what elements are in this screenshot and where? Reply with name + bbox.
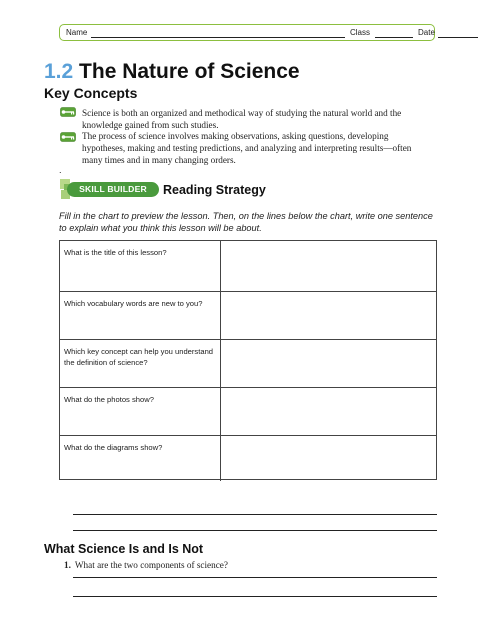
chart-answer-cell[interactable] xyxy=(220,241,436,291)
chart-row xyxy=(60,291,436,339)
stray-mark: . xyxy=(59,165,62,175)
chart-question: What do the diagrams show? xyxy=(64,443,163,452)
key-concepts-heading: Key Concepts xyxy=(44,85,138,101)
chart-row xyxy=(60,435,436,481)
chart-answer-cell[interactable] xyxy=(220,292,436,339)
chart-question: What is the title of this lesson? xyxy=(64,248,167,257)
class-field[interactable] xyxy=(375,37,413,38)
answer-line[interactable] xyxy=(73,596,437,597)
instructions: Fill in the chart to preview the lesson. Then, on the lines below the chart, write one sentence to explain what you think this lesson will be about. xyxy=(59,211,433,233)
question-text: What are the two components of science? xyxy=(74,560,228,570)
answer-line[interactable] xyxy=(73,530,437,531)
key-icon xyxy=(60,132,76,142)
answer-line[interactable] xyxy=(73,577,437,578)
chart-question: Which key concept can help you understand the definition of science? xyxy=(64,347,214,367)
question-number: 1. xyxy=(64,560,71,570)
chart-answer-cell[interactable] xyxy=(220,340,436,387)
header-box xyxy=(59,24,435,41)
class-label: Class xyxy=(350,28,371,37)
date-label: Date xyxy=(418,28,435,37)
skill-builder-badge: SKILL BUILDER xyxy=(67,182,159,197)
page-title xyxy=(44,60,300,84)
key-concept-1: Science is both an organized and methodical way of studying the natural world and the knowledge gained from such studies. xyxy=(82,108,402,130)
lesson-number: 1.2 xyxy=(44,60,74,83)
chart-answer-cell[interactable] xyxy=(220,436,436,481)
lesson-title: The Nature of Science xyxy=(79,60,300,83)
chart-answer-cell[interactable] xyxy=(220,388,436,435)
key-icon xyxy=(60,107,76,117)
chart-row xyxy=(60,387,436,435)
chart-question: Which vocabulary words are new to you? xyxy=(64,299,203,308)
date-field[interactable] xyxy=(438,37,478,38)
chart-question: What do the photos show? xyxy=(64,395,154,404)
section-heading: What Science Is and Is Not xyxy=(44,542,204,556)
name-label: Name xyxy=(66,28,88,37)
reading-strategy-chart xyxy=(59,240,437,480)
chart-row xyxy=(60,339,436,387)
question-1 xyxy=(64,560,228,570)
reading-strategy-heading: Reading Strategy xyxy=(163,183,266,197)
chart-row xyxy=(60,241,436,291)
key-concept-2: The process of science involves making observations, asking questions, developing hypotheses, making and testing predictions, and analyzing and interpreting results—often many times and in many changing orders. xyxy=(82,131,412,165)
answer-line[interactable] xyxy=(73,514,437,515)
name-field[interactable] xyxy=(91,37,345,38)
